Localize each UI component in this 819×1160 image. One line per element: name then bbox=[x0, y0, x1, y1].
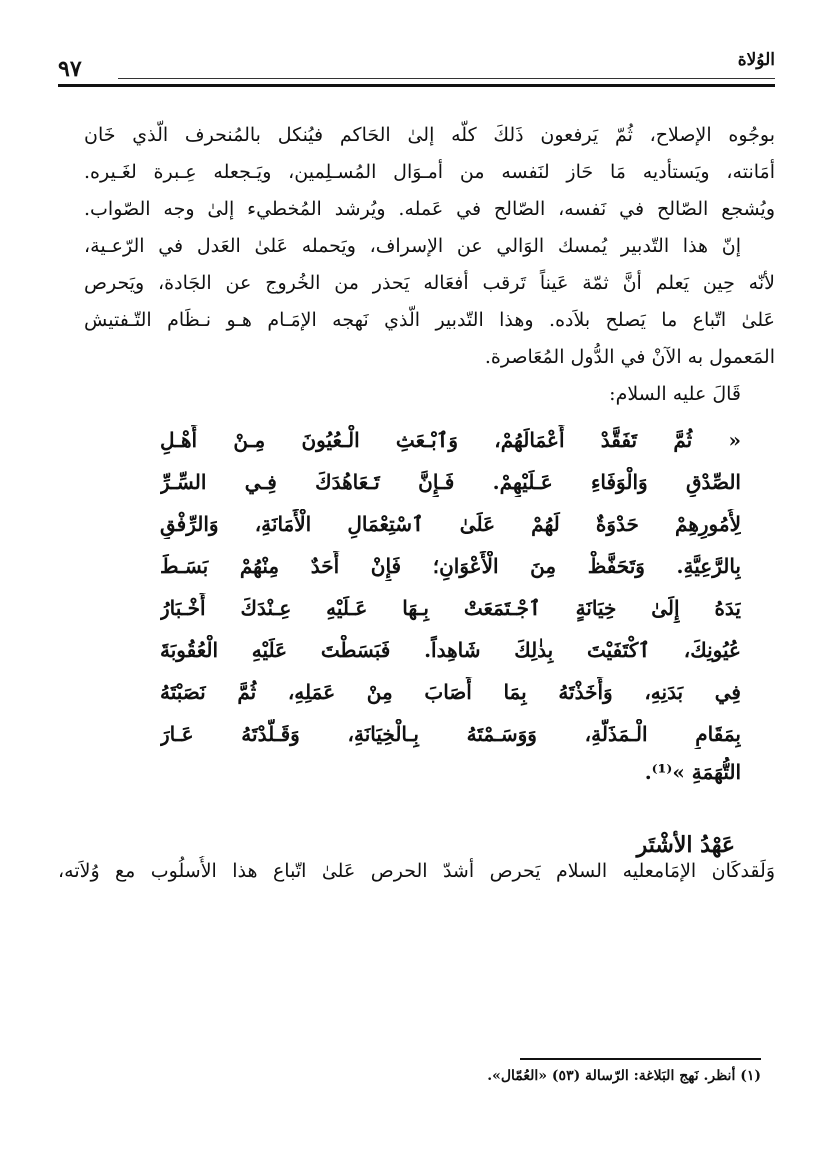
quote-line: عُيُونِكَ، ٱكْتَفَيْتَ بِذٰلِكَ شَاهِداً. فَبَسَطْتَ عَلَيْهِ الْعُقُوبَةَ bbox=[160, 638, 741, 662]
quote-line: لِأُمُورِهِمْ حَدْوَةٌ لَهُمْ عَلَىٰ ٱسْتِعْمَالِ الْأَمَانَةِ، وَالرِّفْقِ bbox=[160, 512, 741, 536]
body-line: المَعمول به الآنْ في الدُّول المُعَاصرة. bbox=[484, 346, 775, 368]
body-line: وَلَقدكَان الإمَامعليه السلام يَحرص أشدّ الحرص عَلىٰ اتّباع هذا الأُسلُوب مع وُلاَته، bbox=[58, 860, 775, 882]
quote-intro: قَالَ عليه السلام: bbox=[609, 383, 741, 405]
section-heading: عَهْدُ الأشْتَر bbox=[636, 832, 735, 858]
body-line: ويُشجع الصّالح في نَفسه، الصّالح في عَمله. ويُرشد المُخطيء إلىٰ وجه الصّواب. bbox=[84, 198, 775, 220]
body-line: إنّ هذا التّدبير يُمسك الوَالي عن الإسراف، ويَحمله عَلىٰ العَدل في الرّعـية، bbox=[84, 235, 741, 257]
body-line: عَلىٰ اتّباع ما يَصلح بلاَده. وهذا التّدبير الّذي نَهجه الإمَـام هـو نـظَام التّـفتيش bbox=[84, 309, 775, 331]
quote-line: الصِّدْقِ وَالْوَفَاءِ عَـلَيْهِمْ. فَـإِنَّ تَـعَاهُدَكَ فِـي السِّـرِّ bbox=[160, 470, 741, 494]
quote-line: « ثُمَّ تَفَقَّدْ أَعْمَالَهُمْ، وَٱبْـعَثِ الْـعُيُونَ مِـنْ أَهْـلِ bbox=[160, 428, 741, 452]
quote-line: فِي بَدَنِهِ، وَأَخَذْتَهُ بِمَا أَصَابَ مِنْ عَمَلِهِ، ثُمَّ نَصَبْتَهُ bbox=[160, 680, 741, 704]
body-line: بوجُوه الإصلاح، ثُمّ يَرفعون ذَلكَ كلّه إلىٰ الحَاكم فيُنكل بالمُنحرف الّذي خَان bbox=[84, 124, 775, 146]
quote-line: بِالرَّعِيَّةِ. وَتَحَفَّظْ مِنَ الْأَعْوَانِ؛ فَإِنْ أَحَدٌ مِنْهُمْ بَسَـطَ bbox=[160, 554, 741, 578]
quote-line: بِمَقَامِ الْـمَذَلَّةِ، وَوَسَـمْتَهُ بِـالْخِيَانَةِ، وَقَـلَّدْتَهُ عَـارَ bbox=[160, 722, 741, 746]
header-rule-thin bbox=[118, 78, 775, 79]
running-header-title: الوُلاة bbox=[737, 50, 775, 70]
quote-line: التُّهَمَةِ »⁽¹⁾. bbox=[644, 760, 741, 784]
footnote-rule bbox=[520, 1058, 761, 1060]
quote-line: يَدَهُ إِلَىٰ خِيَانَةٍ ٱجْـتَمَعَتْ بِـهَا عَـلَيْهِ عِـنْدَكَ أَخْـبَارُ bbox=[160, 596, 741, 620]
body-line: لأنّه حِين يَعلم أنَّ ثمّة عَيناً تَرقب أفعَاله يَحذر من الخُروج عن الجَادة، ويَحرص bbox=[84, 272, 775, 294]
body-line: أمَانته، ويَستأديه مَا حَاز لنَفسه من أمـوَال المُسـلِمين، ويَـجعله عِـبرة لغَـيره. bbox=[84, 161, 775, 183]
page-number: ٩٧ bbox=[58, 56, 82, 82]
header-rule-thick bbox=[58, 84, 775, 87]
footnote: (١) أنظر. نَهج البَلاغة: الرّسالة (٥٣) «العُمّال». bbox=[487, 1068, 761, 1084]
